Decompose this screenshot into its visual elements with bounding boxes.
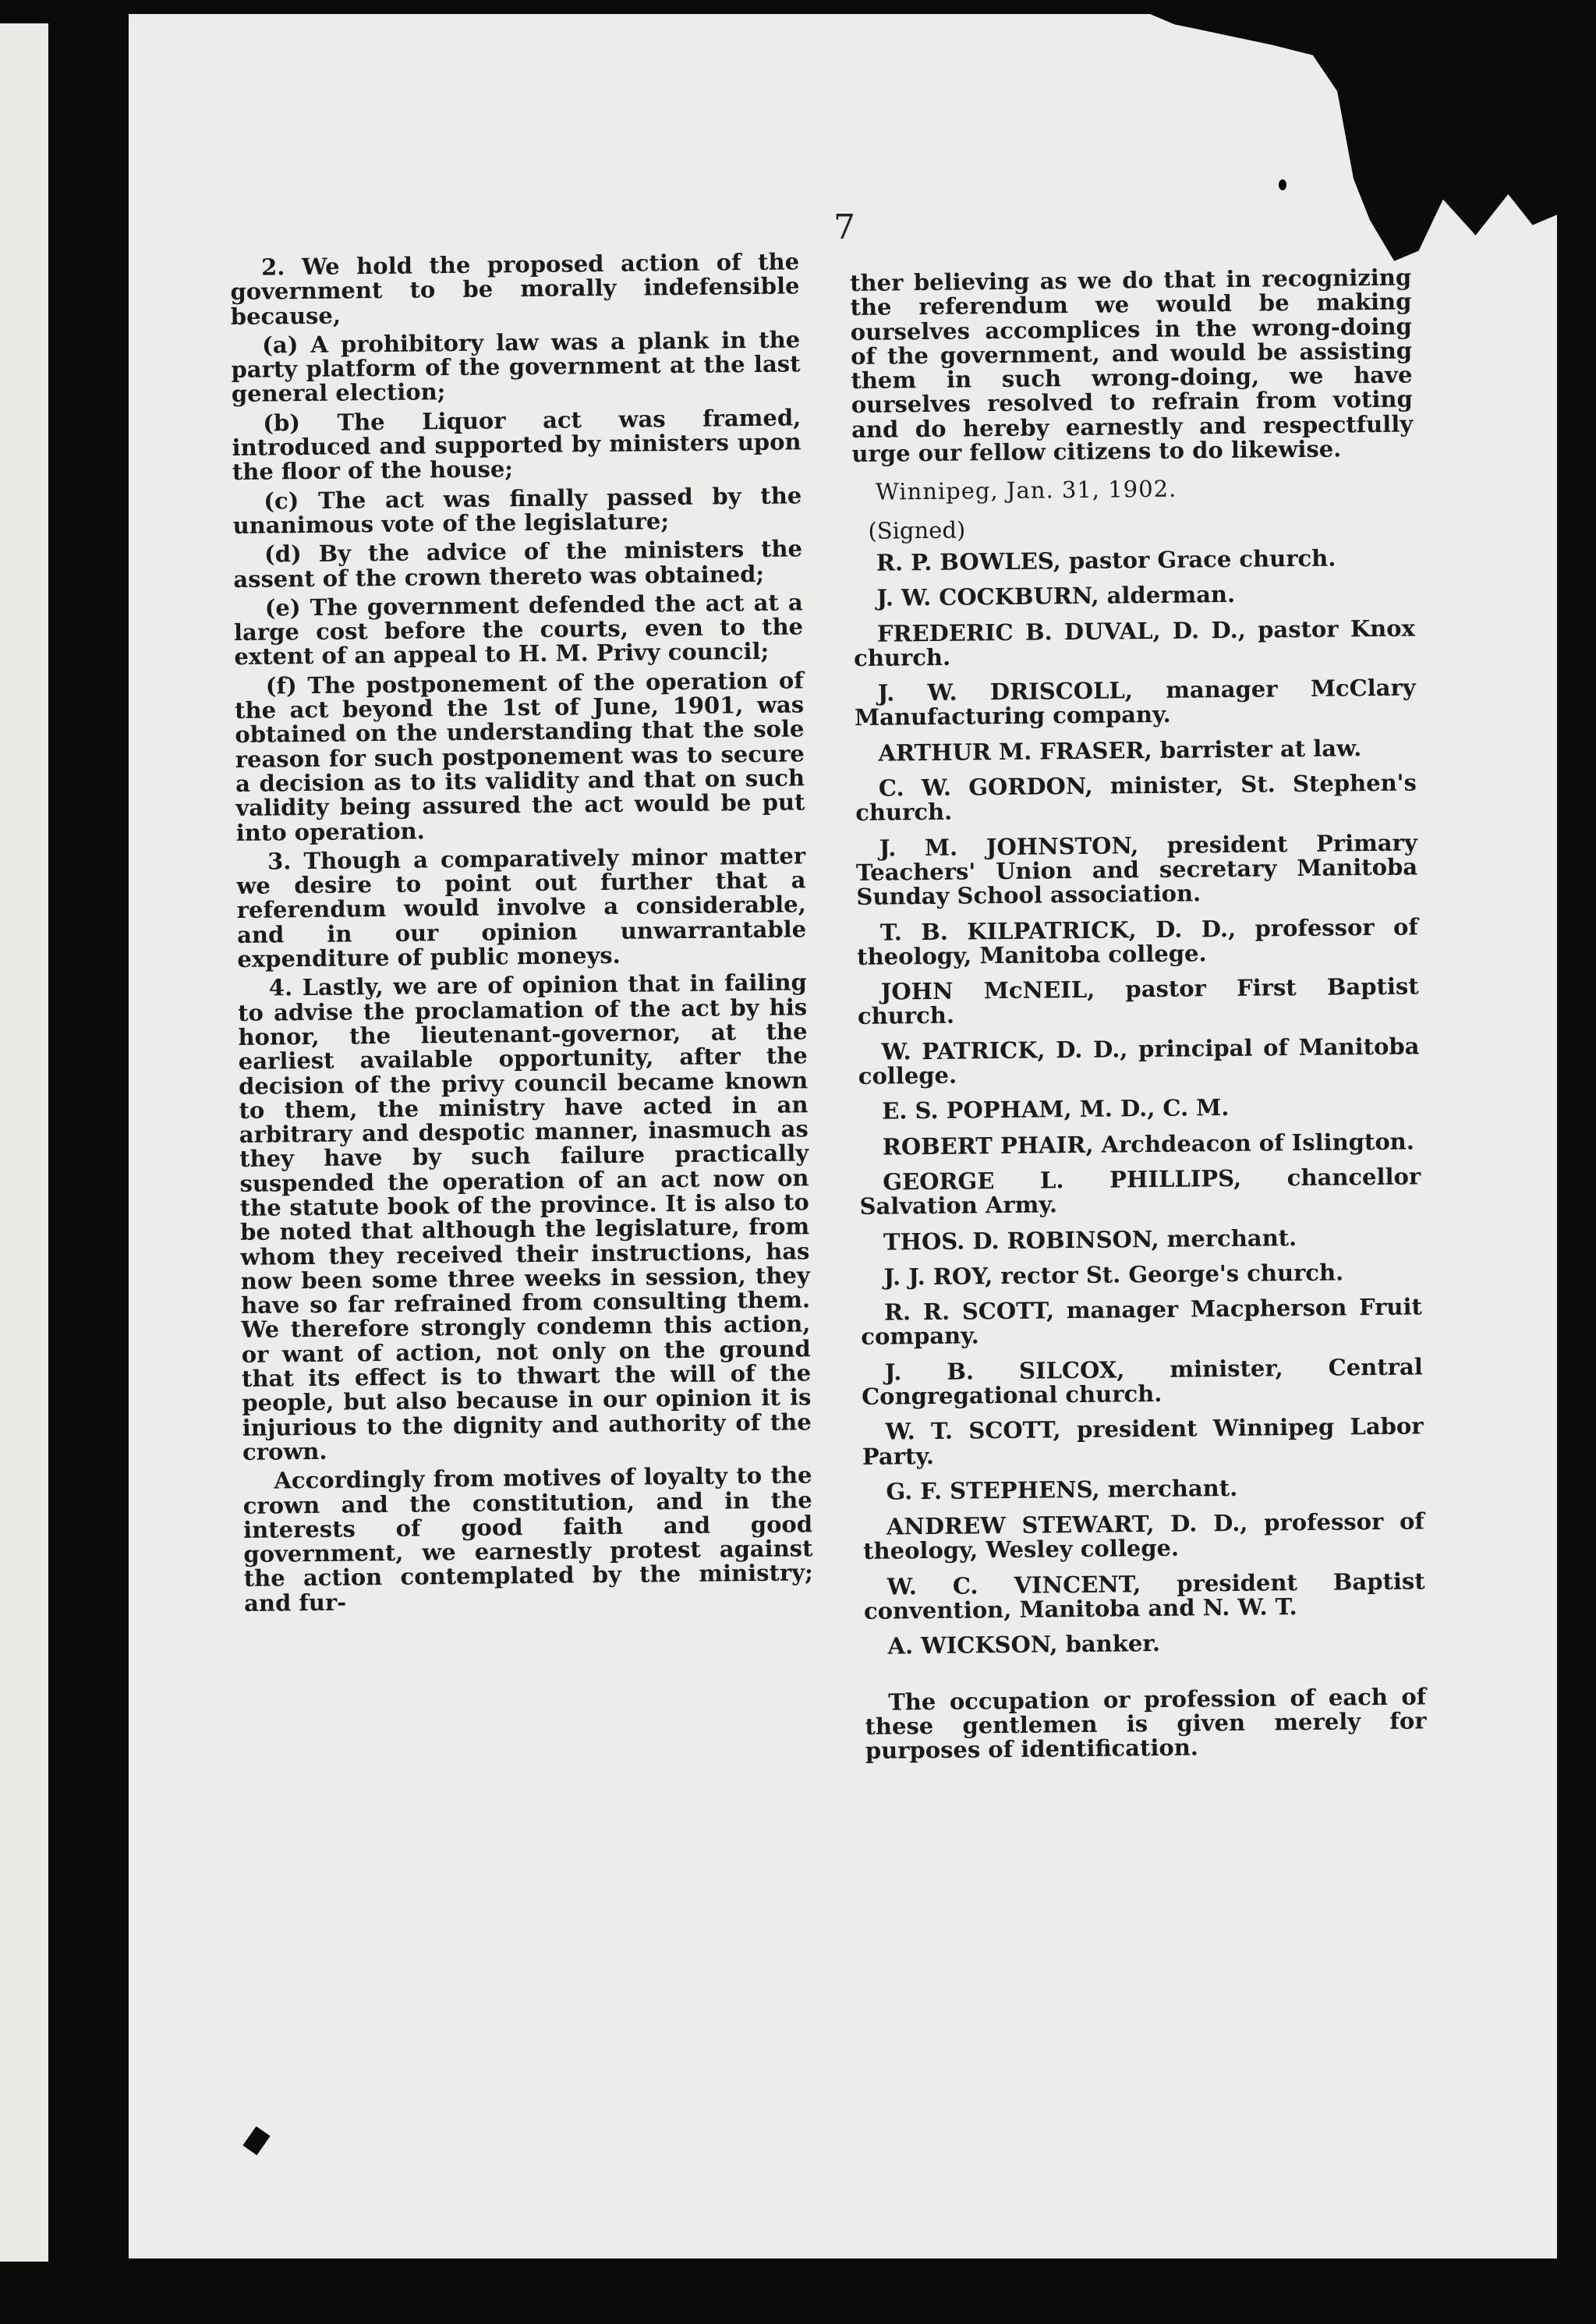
paragraph-point-2b: (b) The Liquor act was framed, introduced and supported by ministers upon the floor of the house; bbox=[232, 404, 802, 486]
signatory: A. WICKSON, banker. bbox=[887, 1630, 1161, 1660]
footnote: The occupation or profession of each of these gentlemen is given merely for purposes of identification. bbox=[865, 1683, 1427, 1765]
signatory: R. R. SCOTT, manager Macpherson Fruit company. bbox=[861, 1293, 1423, 1351]
paragraph-point-2e: (e) The government defended the act at a large cost before the courts, even to the extent of an appeal to H. M. Privy council; bbox=[233, 589, 804, 671]
signatory: W. C. VINCENT, president Baptist convention, Manitoba and N. W. T. bbox=[863, 1568, 1425, 1624]
paragraph-point-2a: (a) A prohibitory law was a plank in the party platform of the government at the last general election; bbox=[231, 326, 801, 408]
document-page bbox=[129, 14, 1557, 2258]
signatory: THOS. D. ROBINSON, merchant. bbox=[883, 1224, 1297, 1256]
paragraph-point-2f: (f) The postponement of the operation of the act beyond the 1st of June, 1901, was obtained on the understanding that the sole reason for such postponement was to secure a decision as to its validity and that on such validity being assured the act would be put into operation. bbox=[234, 667, 805, 846]
scan-artifact bbox=[1279, 179, 1286, 190]
right-column bbox=[850, 265, 1427, 1768]
signatory: J. W. COCKBURN, alderman. bbox=[876, 581, 1236, 611]
signatory: R. P. BOWLES, pastor Grace church. bbox=[876, 544, 1336, 576]
signatory-list bbox=[853, 545, 1426, 1659]
paragraph-point-2c: (c) The act was finally passed by the unanimous vote of the legislature; bbox=[232, 482, 802, 539]
signatory: C. W. GORDON, minister, St. Stephen's church. bbox=[855, 769, 1417, 827]
signatory: J. W. DRISCOLL, manager McClary Manufacturing company. bbox=[854, 674, 1416, 732]
paragraph-point-4: 4. Lastly, we are of opinion that in failing to advise the proclamation of the act by his honor, the lieutenant-governor, at the earliest available opportunity, after the decision of the privy council became known to them, the ministry have acted in an arbitrary and despotic manner, inasmuch as they have by such failure practically suspended the operation of an act now on the statute book of the province. It is also to be noted that although the legislature, from whom they received their instructions, has now been some three weeks in session, they have so far refrained from consulting them. We therefore strongly condemn this action, or want of action, not only on the ground that its effect is to thwart the will of the people, but also because in our opinion it is injurious to the dignity and authority of the crown. bbox=[237, 969, 812, 1465]
paragraph-accordingly: Accordingly from motives of loyalty to the crown and the constitution, and in the interests of good faith and good government, we earnestly protest against the action contemplated by the ministry; and fur- bbox=[242, 1461, 813, 1617]
signatory: JOHN McNEIL, pastor First Baptist church. bbox=[857, 972, 1419, 1030]
signatory: GEORGE L. PHILLIPS, chancellor Salvation Army. bbox=[859, 1163, 1421, 1220]
signatory: ROBERT PHAIR, Archdeacon of Islington. bbox=[882, 1128, 1415, 1160]
signatory: E. S. POPHAM, M. D., C. M. bbox=[882, 1094, 1230, 1125]
signatory: W. T. SCOTT, president Winnipeg Labor Party. bbox=[862, 1412, 1424, 1470]
signed-label: (Signed) bbox=[868, 516, 966, 544]
paragraph-point-3: 3. Though a comparatively minor matter we desire to point out further that a referendum would involve a considerable, and in our opinion unwarrantable expenditure of public moneys. bbox=[236, 842, 807, 972]
paragraph-point-2: 2. We hold the proposed action of the government to be morally indefensible because, bbox=[230, 248, 800, 330]
signatory: J. J. ROY, rector St. George's church. bbox=[883, 1259, 1344, 1291]
page-number: 7 bbox=[833, 207, 855, 247]
signatory: G. F. STEPHENS, merchant. bbox=[886, 1474, 1238, 1505]
paragraph-continuation: ther believing as we do that in recognizing the referendum we would be making ourselves accomplices in the wrong-doing of the government, and would be assisting them in such wrong-doing, we have ourselves resolved to refrain from voting and do hereby earnestly and respectfully urge our fellow citizens to do likewise. bbox=[849, 264, 1414, 468]
signatory: J. B. SILCOX, minister, Central Congregational church. bbox=[861, 1353, 1423, 1410]
signatory: FREDERIC B. DUVAL, D. D., pastor Knox church. bbox=[854, 614, 1416, 671]
torn-page-corner bbox=[1150, 14, 1557, 271]
paragraph-point-2d: (d) By the advice of the ministers the assent of the crown thereto was obtained; bbox=[233, 535, 803, 593]
date-line: Winnipeg, Jan. 31, 1902. bbox=[875, 476, 1177, 506]
signatory: ANDREW STEWART, D. D., professor of theology, Wesley college. bbox=[863, 1507, 1424, 1565]
left-column bbox=[230, 250, 813, 1621]
adjacent-page-edge bbox=[0, 23, 48, 2262]
signatory: J. M. JOHNSTON, president Primary Teachers' Union and secretary Manitoba Sunday School association. bbox=[855, 829, 1418, 911]
signatory: T. B. KILPATRICK, D. D., professor of theology, Manitoba college. bbox=[857, 912, 1419, 970]
signatory: W. PATRICK, D. D., principal of Manitoba college. bbox=[858, 1033, 1420, 1089]
signatory: ARTHUR M. FRASER, barrister at law. bbox=[878, 734, 1362, 767]
